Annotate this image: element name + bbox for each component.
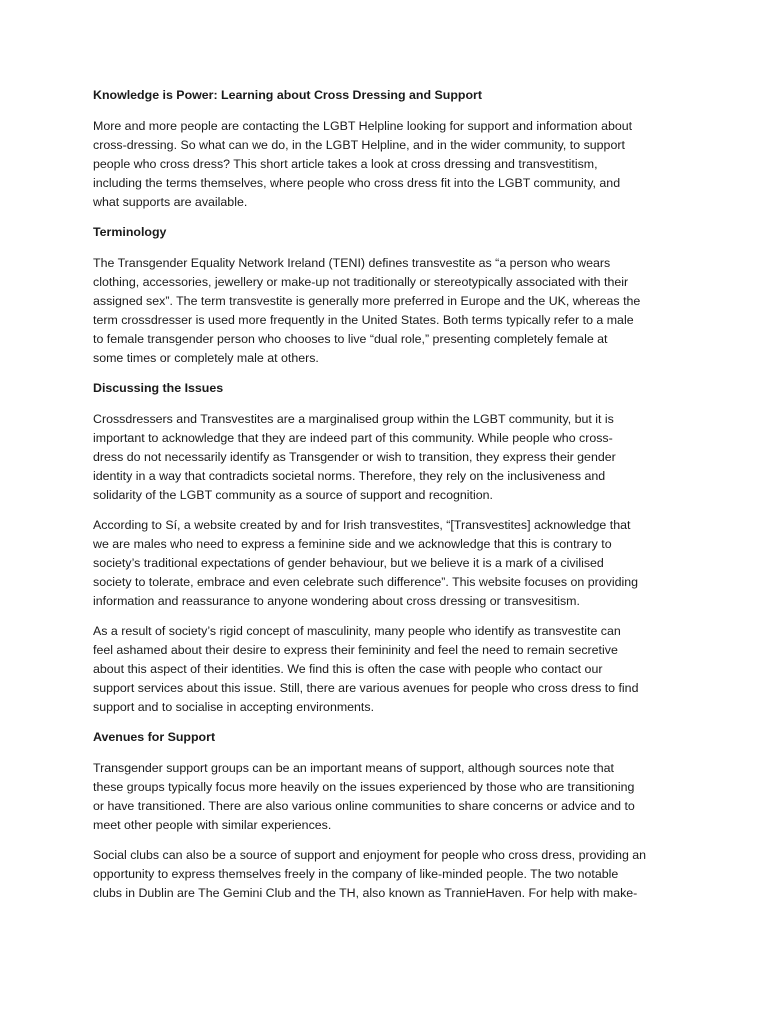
text-line: meet other people with similar experiences. <box>93 818 332 832</box>
text-line: about this aspect of their identities. We find this is often the case with people who contact our <box>93 662 603 676</box>
text-line: feel ashamed about their desire to express their femininity and feel the need to remain secretive <box>93 643 618 657</box>
text-line: As a result of society’s rigid concept of masculinity, many people who identify as transvestite can <box>93 624 621 638</box>
issues-paragraph-3 <box>93 622 675 717</box>
text-line: society to tolerate, embrace and even celebrate such difference”. This website focuses on providing <box>93 575 639 589</box>
text-line: Social clubs can also be a source of support and enjoyment for people who cross dress, providing an <box>93 848 647 862</box>
issues-paragraph-2 <box>93 516 675 611</box>
text-line: we are males who need to express a feminine side and we acknowledge that this is contrary to <box>93 537 612 551</box>
text-line: The Transgender Equality Network Ireland (TENI) defines transvestite as “a person who wears <box>93 256 611 270</box>
text-line: clubs in Dublin are The Gemini Club and the TH, also known as TrannieHaven. For help with make- <box>93 886 638 900</box>
text-line: opportunity to express themselves freely in the company of like-minded people. The two notable <box>93 867 619 881</box>
text-line: More and more people are contacting the LGBT Helpline looking for support and information about <box>93 119 633 133</box>
text-line: support and to socialise in accepting environments. <box>93 700 375 714</box>
avenues-paragraph-1 <box>93 759 675 835</box>
text-line: cross-dressing. So what can we do, in the LGBT Helpline, and in the wider community, to support <box>93 138 625 152</box>
section-heading-terminology: Terminology <box>93 225 167 239</box>
text-line: society’s traditional expectations of gender behaviour, but we believe it is a mark of a civilised <box>93 556 604 570</box>
text-line: including the terms themselves, where people who cross dress fit into the LGBT community, and <box>93 176 621 190</box>
text-line: According to Sí, a website created by and for Irish transvestites, “[Transvestites] acknowledge that <box>93 518 631 532</box>
section-heading-discussing-the-issues: Discussing the Issues <box>93 381 224 395</box>
text-line: dress do not necessarily identify as Transgender or wish to transition, they express their gender <box>93 450 616 464</box>
text-line: support services about this issue. Still, there are various avenues for people who cross dress to find <box>93 681 639 695</box>
text-line: these groups typically focus more heavily on the issues experienced by those who are transitioning <box>93 780 635 794</box>
terminology-paragraph <box>93 254 675 368</box>
text-line: to female transgender person who chooses to live “dual role,” presenting completely female at <box>93 332 608 346</box>
text-line: or have transitioned. There are also various online communities to share concerns or advice and to <box>93 799 635 813</box>
text-line: important to acknowledge that they are indeed part of this community. While people who cross- <box>93 431 613 445</box>
document-body <box>93 86 675 914</box>
text-line: Transgender support groups can be an important means of support, although sources note that <box>93 761 614 775</box>
intro-paragraph <box>93 117 675 212</box>
text-line: identity in a way that contradicts societal norms. Therefore, they rely on the inclusiveness and <box>93 469 606 483</box>
section-heading-avenues-for-support: Avenues for Support <box>93 730 216 744</box>
avenues-paragraph-2 <box>93 846 675 903</box>
text-line: clothing, accessories, jewellery or make-up not traditionally or stereotypically associated with their <box>93 275 629 289</box>
document-title: Knowledge is Power: Learning about Cross Dressing and Support <box>93 88 482 102</box>
text-line: Crossdressers and Transvestites are a marginalised group within the LGBT community, but it is <box>93 412 614 426</box>
text-line: people who cross dress? This short article takes a look at cross dressing and transvestitism, <box>93 157 598 171</box>
text-line: solidarity of the LGBT community as a source of support and recognition. <box>93 488 493 502</box>
text-line: term crossdresser is used more frequently in the United States. Both terms typically refer to a male <box>93 313 634 327</box>
issues-paragraph-1 <box>93 410 675 505</box>
text-line: information and reassurance to anyone wondering about cross dressing or transvesitism. <box>93 594 580 608</box>
text-line: some times or completely male at others. <box>93 351 319 365</box>
text-line: assigned sex”. The term transvestite is generally more preferred in Europe and the UK, whereas the <box>93 294 641 308</box>
text-line: what supports are available. <box>93 195 248 209</box>
